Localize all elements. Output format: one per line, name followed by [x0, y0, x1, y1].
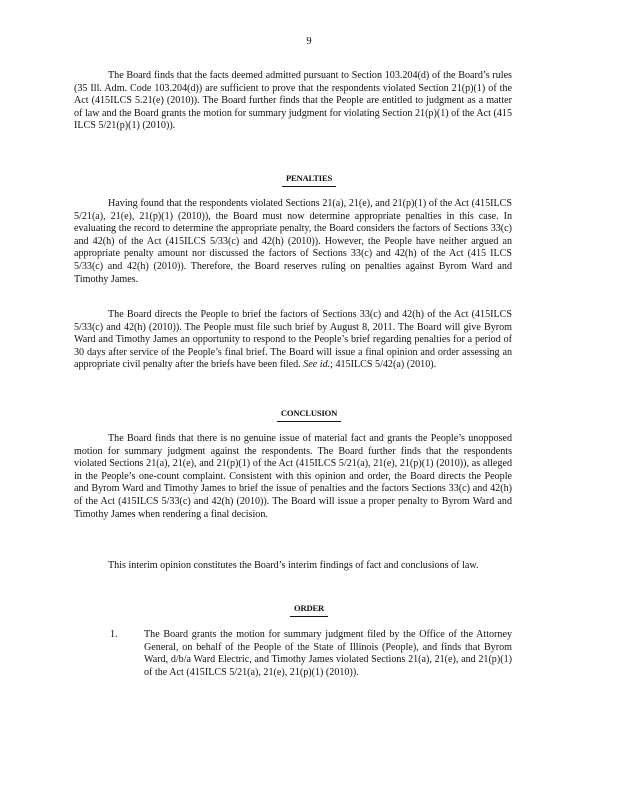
- penalties-paragraph-2-citation: ; 415ILCS 5/42(a) (2010).: [330, 359, 437, 371]
- section-heading-order-label: ORDER: [290, 602, 328, 617]
- penalties-paragraph-1: Having found that the respondents violated Sections 21(a), 21(e), and 21(p)(1) of the Act (415ILCS 5/21(a), 21(e), 21(p)(1) (2010)), the Board must now determine appropriate penalties in this case. In evaluating the record to determine the appropriate penalty, the Board considers the factors of Sections 33(c) and 42(h) of the Act (415ILCS 5/33(c) and 42(h) (2010)). However, the People have neither argued an appropriate penalty amount nor discussed the factors of Sections 33(c) and 42(h) of the Act (415 ILCS 5/33(c) and 42(h) (2010)). Therefore, the Board reserves ruling on penalties against Byrom Ward and Timothy James.: [74, 198, 512, 285]
- section-heading-penalties-label: PENALTIES: [282, 172, 336, 187]
- page-number: 9: [306, 36, 312, 47]
- order-item-text: The Board grants the motion for summary judgment filed by the Office of the Attorney General, on behalf of the People of the State of Illinois (People), and finds that Byrom Ward, d/b/a Ward Electric, and Timothy James violated Sections 21(a), 21(e), and 21(p)(1) of the Act (415ILCS 5/21(a), 21(e), 21(p)(1) (2010)).: [144, 629, 512, 678]
- section-heading-penalties: [0, 172, 618, 187]
- penalties-paragraph-2-text: The Board directs the People to brief the factors of Sections 33(c) and 42(h) of the Act (415ILCS 5/33(c) and 42(h) (2010)). The People must file such brief by August 8, 2011. The Board will give Byrom Ward and Timothy James an opportunity to respond to the People’s brief regarding penalties for a period of 30 days after service of the People’s final brief. The Board will issue a final opinion and order assessing an appropriate civil penalty after the briefs have been filed.: [74, 309, 512, 371]
- conclusion-paragraph-2: This interim opinion constitutes the Board’s interim findings of fact and conclusions of law.: [108, 560, 479, 571]
- penalties-paragraph-2: [74, 309, 512, 372]
- section-heading-conclusion: [0, 407, 618, 422]
- section-heading-conclusion-label: CONCLUSION: [277, 407, 341, 422]
- citation-see-id: See id.: [303, 359, 331, 371]
- section-heading-order: [0, 602, 618, 617]
- conclusion-paragraph-1: The Board finds that there is no genuine issue of material fact and grants the People’s unopposed motion for summary judgment against the respondents. The Board further finds that the respondents violated Sections 21(a), 21(e), and 21(p)(1) of the Act (415ILCS 5/21(a), 21(e), 21(p)(1) (2010)), as alleged in the People’s one-count complaint. Consistent with this opinion and order, the Board directs the People and Byrom Ward and Timothy James to brief the issue of penalties and the factors Sections 33(c) and 42(h) of the Act (415ILCS 5/33(c) and 42(h) (2010)). The Board will issue a proper penalty to Byrom Ward and Timothy James when rendering a final decision.: [74, 433, 512, 520]
- findings-paragraph: The Board finds that the facts deemed admitted pursuant to Section 103.204(d) of the Board’s rules (35 Ill. Adm. Code 103.204(d)) are sufficient to prove that the respondents violated Section 21(p)(1) of the Act (415ILCS 5.21(e) (2010)). The Board further finds that the People are entitled to judgment as a matter of law and the Board grants the motion for summary judgment for violating Section 21(p)(1) of the Act (415 ILCS 5/21(p)(1) (2010)).: [74, 70, 512, 132]
- order-item-number: 1.: [110, 629, 118, 640]
